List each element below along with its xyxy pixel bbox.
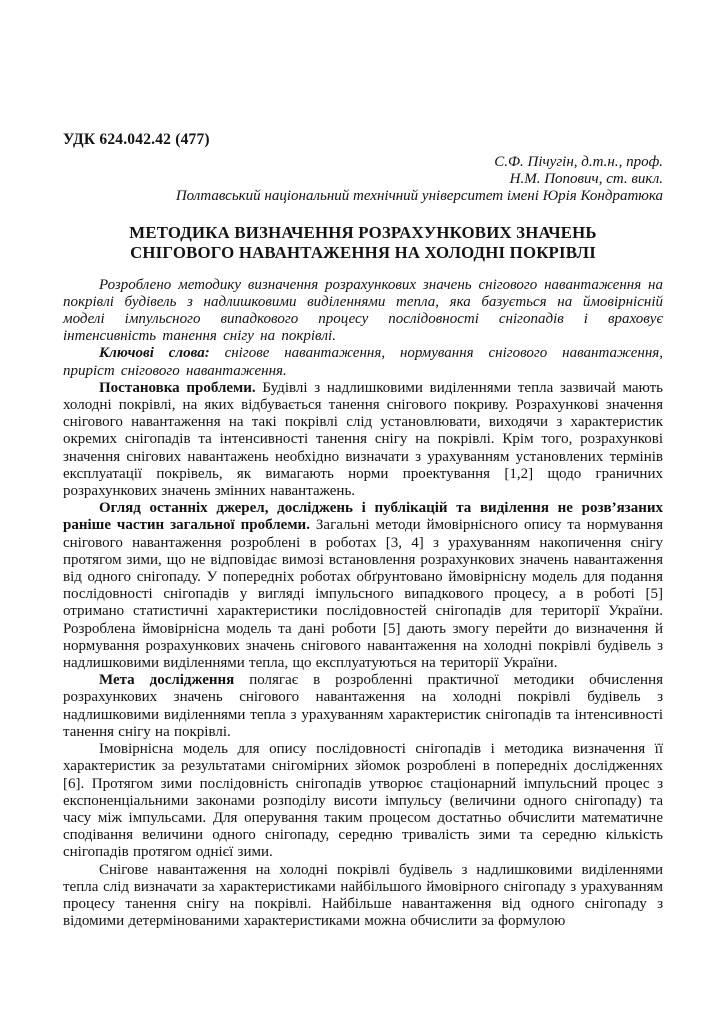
authors-block — [63, 154, 663, 206]
article-body — [63, 380, 663, 931]
paragraph-model-description — [63, 741, 663, 861]
author-1: С.Ф. Пічугін, д.т.н., проф. — [494, 154, 663, 170]
abstract: Розроблено методику визначення розрахункових значень снігового навантаження на покрівлі будівель з надлишковими виділеннями тепла, яка базується на ймовірнісній моделі імпульсного випадкового процесу послідовності снігопадів і враховує інтенсивність танення снігу на покрівлі. — [63, 276, 663, 345]
paragraph-lead: Мета дослідження — [99, 672, 235, 689]
udc-code: УДК 624.042.42 (477) — [63, 131, 210, 148]
paragraph-snow-load-method — [63, 862, 663, 931]
article-title-line-1: МЕТОДИКА ВИЗНАЧЕННЯ РОЗРАХУНКОВИХ ЗНАЧЕНЬ — [129, 222, 597, 242]
paragraph-lead: Постановка проблеми. — [99, 379, 256, 396]
keywords — [63, 345, 663, 379]
paragraph-text: Загальні методи ймовірнісного опису та нормування снігового навантаження розроблені в роботах [3, 4] з урахуванням накопичення снігу протягом зими, що не відповідає вимозі встановлення розрахункових значень навантаження від одного снігопаду. У попередніх роботах обґрунтовано ймовірнісну модель для подання послідовності снігопадів у вигляді імпульсного випадкового процесу, а в роботі [5] отримано статистичні характеристики послідовностей снігопадів для території України. Розроблена ймовірнісна модель та дані роботи [5] дають змогу перейти до визначення й нормування розрахункових значень снігового навантаження на холодні покрівлі будівель з надлишковими виділеннями тепла, що експлуатуються на території України. — [63, 517, 664, 672]
paragraph-research-aim — [63, 672, 663, 741]
paragraph-text: Снігове навантаження на холодні покрівлі будівель з надлишковими виділеннями тепла слід визначати за характеристиками найбільшого ймовірного снігопаду з урахуванням процесу танення снігу на покрівлі. Найбільше навантаження від одного снігопаду з відомими детермінованими характеристиками можна обчислити за формулою — [63, 861, 663, 930]
paragraph-literature-review — [63, 500, 663, 672]
author-2: Н.М. Попович, ст. викл. — [509, 171, 663, 188]
paragraph-text: Будівлі з надлишковими виділеннями тепла зазвичай мають холодні покрівлі, на яких відбувається танення снігового покриву. Розрахункові значення снігового навантаження на такі покрівлі слід установлювати, виходячи з характеристик окремих снігопадів та інтенсивності танення снігу на покрівлі. Крім того, розрахункові значення снігових навантажень необхідно визначати з урахуванням установлених термінів експлуатації покрівель, як вимагають норми проектування [1,2] щодо граничних розрахункових значень змінних навантажень. — [63, 379, 663, 500]
keywords-text: снігове навантаження, нормування снігового навантаження, приріст снігового навантаження. — [63, 345, 663, 379]
paragraph-text: Імовірнісна модель для опису послідовності снігопадів і методика визначення її характеристик за результатами снігомірних зйомок розроблені в попередніх дослідженнях [6]. Протягом зими послідовність снігопадів утворює стаціонарний імпульсний процес з експоненціальними законами розподілу висоти імпульсу (величини одного снігопаду) та часу між імпульсами. Для оперування таким процесом достатньо обчислити математичне сподівання величини одного снігопаду, середню тривалість зими та середню кількість снігопадів протягом однієї зими. — [63, 741, 663, 861]
paragraph-problem-statement — [63, 380, 663, 500]
article-title — [63, 223, 663, 264]
paragraph-text: полягає в розробленні практичної методики обчислення розрахункових значень снігового навантаження на холодні покрівлі будівель з надлишковими виділеннями тепла з урахуванням характеристик снігопадів та інтенсивності танення снігу на покрівлі. — [63, 672, 663, 740]
affiliation: Полтавський національний технічний університет імені Юрія Кондратюка — [175, 188, 663, 205]
article-title-line-2: СНІГОВОГО НАВАНТАЖЕННЯ НА ХОЛОДНІ ПОКРІВЛІ — [130, 243, 596, 263]
keywords-label: Ключові слова: — [99, 345, 210, 362]
paragraph-lead: Огляд останніх джерел, досліджень і публікацій та виділення не розв’язаних раніше частин загальної проблеми. — [63, 500, 663, 534]
